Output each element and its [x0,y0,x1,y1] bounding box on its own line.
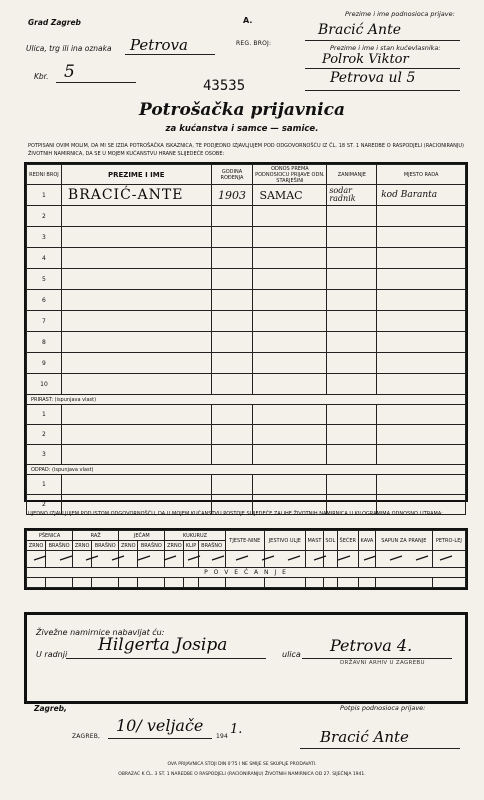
stock-sub-label: BRAŠNO [46,541,73,551]
stock-group-label: KUKURUZ [165,531,225,541]
stock-group-label: RAŽ [73,531,119,541]
member-year[interactable] [211,374,253,395]
stock-single-label: TJESTE-NINE [225,531,264,551]
member-name[interactable] [61,269,211,290]
member-relation[interactable] [253,405,327,425]
stock-sub-label: KLIP [184,541,198,551]
stock-cell[interactable] [92,577,119,587]
stock-cell[interactable] [358,577,375,587]
house-label: Kbr. [34,72,49,81]
table-row [27,332,466,353]
members-table [26,164,466,515]
landlord-value[interactable]: Polrok Viktor [322,52,409,67]
footer-city: Zagreb, [34,704,67,713]
member-workplace[interactable] [377,475,466,495]
member-relation[interactable] [253,425,327,445]
signature-value[interactable]: Bracić Ante [320,728,409,746]
member-name[interactable] [61,353,211,374]
member-year[interactable] [211,425,253,445]
members-header-row [27,165,466,185]
row-number: 2 [27,495,62,515]
member-relation[interactable] [253,475,327,495]
member-occupation[interactable] [327,425,377,445]
archive-stamp: DRŽAVNI ARHIV U ZAGREBU [340,660,425,666]
row-number: 2 [27,425,62,445]
member-name[interactable] [61,374,211,395]
stock-cell[interactable] [337,577,358,587]
member-workplace[interactable] [377,290,466,311]
table-row [27,311,466,332]
member-occupation[interactable]: sodar radnik [327,185,377,206]
member-workplace[interactable] [377,248,466,269]
member-year[interactable] [211,445,253,465]
table-row [27,425,466,445]
member-year[interactable] [211,227,253,248]
submitter-label: Prezime i ime podnosioca prijave: [345,10,455,18]
member-workplace[interactable] [377,332,466,353]
member-year[interactable] [211,332,253,353]
member-name[interactable] [61,311,211,332]
member-relation[interactable] [253,227,327,248]
street-label: Ulica, trg ili ina oznaka [26,44,112,53]
header-workplace: MJESTO RADA [377,165,466,185]
member-relation[interactable] [253,248,327,269]
stock-sub-label: ZRNO [27,541,46,551]
table-row [27,227,466,248]
year-prefix: 194 [216,733,229,740]
row-number: 4 [27,248,62,269]
member-workplace[interactable] [377,425,466,445]
stock-cell[interactable] [225,577,264,587]
header-year: GODINA ROĐENJA [211,165,253,185]
stock-cell[interactable] [73,577,92,587]
table-row [27,290,466,311]
purchase-street-label: ulica [282,650,301,659]
table-row [27,374,466,395]
member-occupation[interactable] [327,206,377,227]
member-workplace[interactable] [377,227,466,248]
member-workplace[interactable] [377,374,466,395]
stock-dash-marks [28,550,464,566]
prirast-label: PRIRAST: (ispunjava vlast) [27,395,466,405]
stock-single-label: SOL [324,531,337,551]
member-occupation[interactable] [327,248,377,269]
member-workplace[interactable] [377,269,466,290]
stock-group-label: PŠENICA [27,531,73,541]
header-relation: ODNOS PREMA PODNOSIOCU PRIJAVE ODN. STARJEŠINI [253,165,327,185]
stock-intro: UJEDNO IZJAVLJUJEM POD ISTOM ODGOVORNOŠĆU, DA U MOJEM KUĆANSTVU POSTOJE SLIJEDEĆE ZALIHE ŽIVOTNIH NAMIRNICA U KILOGRAMIMA ODNOSNO LITRAMA: [28,511,443,517]
row-number: 3 [27,445,62,465]
member-year[interactable]: 1903 [211,185,253,206]
member-name[interactable] [61,475,211,495]
member-relation[interactable] [253,374,327,395]
header-occupation: ZANIMANJE [327,165,377,185]
landlord-address[interactable]: Petrova ul 5 [330,70,416,86]
table-row [27,445,466,465]
regulation-note: OBRAZAC K ČL. 3 ST. 1 NAREDBE O RASPODJELI (RACIONIRANJU) ŽIVOTNIH NAMIRNICA OD 27. SIJEČNJA 1941. [118,772,366,777]
form-letter: A. [243,16,253,25]
stock-sub-label: ZRNO [165,541,184,551]
stock-cell[interactable] [119,577,138,587]
member-name[interactable] [61,445,211,465]
odpad-header-row [27,465,466,475]
member-year[interactable] [211,269,253,290]
member-name[interactable] [61,425,211,445]
stock-single-label: JESTIVO ULJE [264,531,305,551]
stock-single-label: SAPUN ZA PRANJE [375,531,432,551]
city-label: Grad Zagreb [28,18,81,27]
year-digit[interactable]: 1. [230,722,243,737]
member-name[interactable] [61,227,211,248]
member-occupation[interactable] [327,332,377,353]
row-number: 1 [27,405,62,425]
member-name[interactable] [61,206,211,227]
row-number: 2 [27,206,62,227]
house-value[interactable]: 5 [64,62,75,82]
stock-cell[interactable] [264,577,305,587]
table-row [27,353,466,374]
member-relation[interactable] [253,445,327,465]
date-value[interactable]: 10/ veljače [116,716,204,735]
row-number: 5 [27,269,62,290]
header-name: PREZIME I IME [61,165,211,185]
reg-label: REG. BROJ: [236,40,272,47]
row-number: 1 [27,185,62,206]
stock-cell[interactable] [138,577,165,587]
row-number: 10 [27,374,62,395]
prirast-header-row [27,395,466,405]
shop-value[interactable]: Hilgerta Josipa [98,635,228,655]
form-subtitle: za kućanstva i samce — samice. [165,124,319,134]
member-occupation[interactable] [327,269,377,290]
members-table-frame [24,162,468,508]
member-name[interactable]: BRACIĆ-ANTE [61,185,211,206]
table-row [27,185,466,206]
shop-label: U radnji [36,650,68,659]
member-name[interactable] [61,405,211,425]
street-value[interactable]: Petrova [130,36,188,54]
member-occupation[interactable] [327,311,377,332]
stock-single-label: PETRO-LEJ [432,531,465,551]
row-number: 1 [27,475,62,495]
member-relation[interactable] [253,332,327,353]
member-workplace[interactable] [377,445,466,465]
member-name[interactable] [61,332,211,353]
member-relation[interactable] [253,353,327,374]
member-year[interactable] [211,311,253,332]
member-occupation[interactable] [327,475,377,495]
member-workplace[interactable] [377,405,466,425]
row-number: 6 [27,290,62,311]
signature-label: Potpis podnosioca prijave: [340,704,426,712]
stock-values-row [27,577,466,587]
member-relation[interactable] [253,206,327,227]
stock-cell[interactable] [305,577,323,587]
row-number: 9 [27,353,62,374]
dash-strokes [34,556,452,560]
member-relation[interactable] [253,269,327,290]
stock-single-label: ŠEĆER [337,531,358,551]
member-year[interactable] [211,475,253,495]
table-row [27,475,466,495]
member-year[interactable] [211,353,253,374]
member-occupation[interactable] [327,405,377,425]
stock-cell[interactable] [375,577,432,587]
table-row [27,248,466,269]
price-note: OVA PRIJAVNICA STOJI DIN 0'75 I NE SMIJE SE SKUPLJE PRODAVATI. [167,762,317,767]
member-year[interactable] [211,405,253,425]
row-number: 3 [27,227,62,248]
stock-sub-label: BRAŠNO [198,541,225,551]
stock-sub-label: BRAŠNO [92,541,119,551]
stock-cell[interactable] [324,577,337,587]
member-occupation[interactable] [327,374,377,395]
row-number: 7 [27,311,62,332]
povecanje-label: P O V E Ć A N J E [27,567,466,577]
member-name[interactable] [61,290,211,311]
member-occupation[interactable] [327,445,377,465]
place-label: ZAGREB, [72,733,101,740]
member-year[interactable] [211,206,253,227]
stock-cell[interactable] [184,577,198,587]
submitter-value[interactable]: Bracić Ante [318,22,401,38]
member-occupation[interactable] [327,227,377,248]
member-occupation[interactable] [327,290,377,311]
table-row [27,269,466,290]
landlord-label: Prezime i ime i stan kućevlasnika: [330,44,441,52]
member-name[interactable] [61,248,211,269]
member-relation[interactable]: SAMAC [253,185,327,206]
stock-cell[interactable] [46,577,73,587]
purchase-label: Živežne namirnice nabavljat ću: [36,628,165,637]
odpad-label: ODPAD: (ispunjava vlast) [27,465,466,475]
form-title: Potrošačka prijavnica [139,100,345,120]
intro-text: POTPISANI OVIM MOLIM, DA MI SE IZDA POTROŠAČKA ISKAZNICA, TE PODJEDNO IZJAVLJUJEM POD ODGOVORNOŠĆU IZ ČL. 18 ST. 1 NAREDBE O RASPODJELI (RACIONIRANJU) ŽIVOTNIH NAMIRNICA, DA SE U MOJEM KUĆANSTVU HRANE SLIJEDEĆE OSOBE: [28,143,464,157]
member-year[interactable] [211,248,253,269]
purchase-street-value[interactable]: Petrova 4. [330,636,413,655]
stock-sub-label: ZRNO [119,541,138,551]
row-number: 8 [27,332,62,353]
stock-sub-label: BRAŠNO [138,541,165,551]
serial-number: 43535 [203,78,246,94]
member-workplace[interactable] [377,206,466,227]
stock-group-label: JEČAM [119,531,165,541]
stock-cell[interactable] [27,577,46,587]
header-number: REDNI BROJ [27,165,62,185]
table-row [27,206,466,227]
stock-single-label: MAST [305,531,323,551]
stock-cell[interactable] [198,577,225,587]
stock-cell[interactable] [165,577,184,587]
member-relation[interactable] [253,311,327,332]
stock-single-label: KAVA [358,531,375,551]
member-year[interactable] [211,290,253,311]
member-workplace[interactable] [377,311,466,332]
member-workplace[interactable] [377,353,466,374]
member-workplace[interactable]: kod Baranta [377,185,466,206]
table-row [27,405,466,425]
member-occupation[interactable] [327,353,377,374]
stock-sub-label: ZRNO [73,541,92,551]
stock-cell[interactable] [432,577,465,587]
member-relation[interactable] [253,290,327,311]
